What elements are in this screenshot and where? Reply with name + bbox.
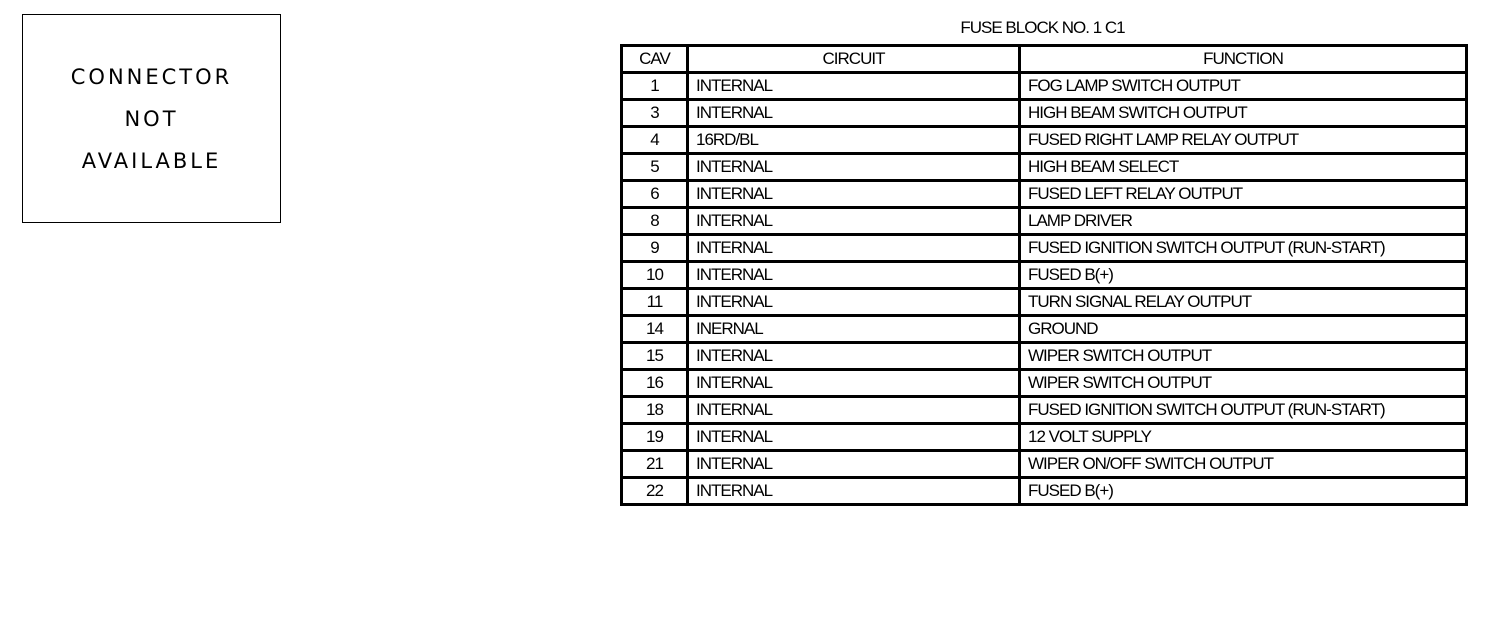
- circuit-cell: INTERNAL: [688, 235, 1020, 262]
- circuit-cell: 16RD/BL: [688, 127, 1020, 154]
- table-row: [622, 397, 1467, 424]
- circuit-cell: INTERNAL: [688, 262, 1020, 289]
- function-cell: TURN SIGNAL RELAY OUTPUT: [1020, 289, 1467, 316]
- cav-cell: 8: [622, 208, 688, 235]
- table-row: [622, 100, 1467, 127]
- header-function: FUNCTION: [1020, 46, 1467, 73]
- function-cell: WIPER SWITCH OUTPUT: [1020, 343, 1467, 370]
- circuit-cell: INERNAL: [688, 316, 1020, 343]
- connector-note-line-3: AVAILABLE: [81, 148, 222, 173]
- circuit-cell: INTERNAL: [688, 478, 1020, 505]
- function-cell: GROUND: [1020, 316, 1467, 343]
- function-cell: WIPER ON/OFF SWITCH OUTPUT: [1020, 451, 1467, 478]
- table-row: [622, 154, 1467, 181]
- function-cell: 12 VOLT SUPPLY: [1020, 424, 1467, 451]
- function-cell: FUSED LEFT RELAY OUTPUT: [1020, 181, 1467, 208]
- cav-cell: 15: [622, 343, 688, 370]
- cav-cell: 22: [622, 478, 688, 505]
- cav-cell: 18: [622, 397, 688, 424]
- circuit-cell: INTERNAL: [688, 343, 1020, 370]
- table-title: FUSE BLOCK NO. 1 C1: [960, 18, 1125, 37]
- circuit-cell: INTERNAL: [688, 424, 1020, 451]
- cav-cell: 11: [622, 289, 688, 316]
- connector-not-available-box: [22, 14, 281, 223]
- function-cell: FUSED IGNITION SWITCH OUTPUT (RUN-START): [1020, 235, 1467, 262]
- circuit-cell: INTERNAL: [688, 181, 1020, 208]
- table-row: [622, 208, 1467, 235]
- circuit-cell: INTERNAL: [688, 370, 1020, 397]
- cav-cell: 9: [622, 235, 688, 262]
- table-row: [622, 316, 1467, 343]
- cav-cell: 14: [622, 316, 688, 343]
- circuit-cell: INTERNAL: [688, 451, 1020, 478]
- function-cell: FOG LAMP SWITCH OUTPUT: [1020, 73, 1467, 100]
- circuit-cell: INTERNAL: [688, 289, 1020, 316]
- table-row: [622, 424, 1467, 451]
- circuit-cell: INTERNAL: [688, 208, 1020, 235]
- table-row: [622, 262, 1467, 289]
- table-row: [622, 235, 1467, 262]
- function-cell: FUSED B(+): [1020, 478, 1467, 505]
- function-cell: HIGH BEAM SWITCH OUTPUT: [1020, 100, 1467, 127]
- header-circuit: CIRCUIT: [688, 46, 1020, 73]
- table-row: [622, 127, 1467, 154]
- table-body: [622, 73, 1467, 505]
- cav-cell: 10: [622, 262, 688, 289]
- function-cell: WIPER SWITCH OUTPUT: [1020, 370, 1467, 397]
- header-cav: CAV: [622, 46, 688, 73]
- function-cell: FUSED IGNITION SWITCH OUTPUT (RUN-START): [1020, 397, 1467, 424]
- table-row: [622, 343, 1467, 370]
- cav-cell: 3: [622, 100, 688, 127]
- function-cell: FUSED RIGHT LAMP RELAY OUTPUT: [1020, 127, 1467, 154]
- cav-cell: 5: [622, 154, 688, 181]
- table-row: [622, 73, 1467, 100]
- function-cell: LAMP DRIVER: [1020, 208, 1467, 235]
- circuit-cell: INTERNAL: [688, 100, 1020, 127]
- fuse-block-table: [620, 44, 1468, 506]
- circuit-cell: INTERNAL: [688, 154, 1020, 181]
- table-row: [622, 181, 1467, 208]
- table-row: [622, 370, 1467, 397]
- circuit-cell: INTERNAL: [688, 397, 1020, 424]
- cav-cell: 4: [622, 127, 688, 154]
- cav-cell: 1: [622, 73, 688, 100]
- function-cell: HIGH BEAM SELECT: [1020, 154, 1467, 181]
- connector-note-line-1: CONNECTOR: [70, 64, 233, 89]
- function-cell: FUSED B(+): [1020, 262, 1467, 289]
- circuit-cell: INTERNAL: [688, 73, 1020, 100]
- table-header-row: [622, 46, 1467, 73]
- cav-cell: 6: [622, 181, 688, 208]
- cav-cell: 19: [622, 424, 688, 451]
- table-row: [622, 451, 1467, 478]
- connector-note-line-2: NOT: [124, 106, 179, 131]
- cav-cell: 21: [622, 451, 688, 478]
- table-row: [622, 289, 1467, 316]
- cav-cell: 16: [622, 370, 688, 397]
- table-row: [622, 478, 1467, 505]
